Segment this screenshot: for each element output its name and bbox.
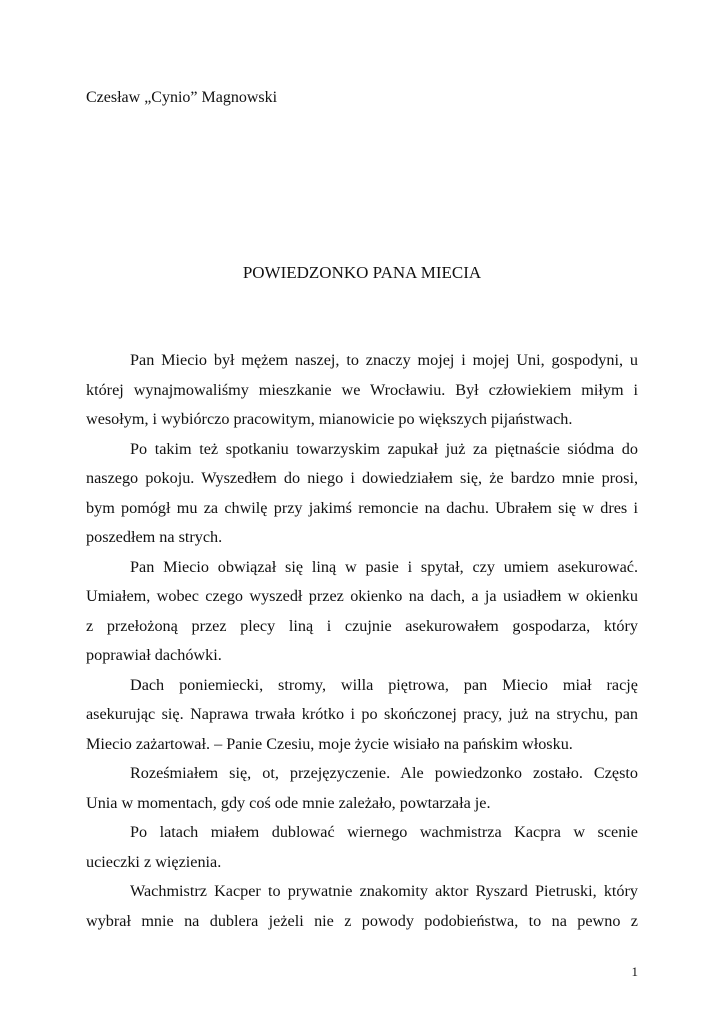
text-line: bym pomógł mu za chwilę przy jakimś remoncie na dachu. Ubrałem się w dres i <box>86 498 638 517</box>
text-line: Pan Miecio był mężem naszej, to znaczy mojej i mojej Uni, gospodyni, u <box>130 351 638 369</box>
text-line: naszego pokoju. Wyszedłem do niego i dowiedziałem się, że bardzo mnie prosi, <box>86 469 638 487</box>
text-line: Roześmiałem się, ot, przejęzyczenie. Ale powiedzonko zostało. Często <box>130 764 638 782</box>
body-text <box>86 346 638 936</box>
text-line: Umiałem, wobec czego wyszedł przez okienko na dach, a ja usiadłem w okienku <box>86 587 638 605</box>
text-line: wybrał mnie na dublera jeżeli nie z powody podobieństwa, to na pewno z <box>86 911 638 930</box>
text-line: Dach poniemiecki, stromy, willa piętrowa, pan Miecio miał rację <box>130 675 638 694</box>
text-line: Po takim też spotkaniu towarzyskim zapukał już za piętnaście siódma do <box>130 439 638 458</box>
document-title: POWIEDZONKO PANA MIECIA <box>242 263 482 282</box>
page-number: 1 <box>631 964 638 979</box>
text-line: Po latach miałem dublować wiernego wachmistrza Kacpra w scenie <box>130 823 638 841</box>
text-line: poprawiał dachówki. <box>86 646 222 664</box>
text-line: Unia w momentach, gdy coś ode mnie zależało, powtarzała je. <box>86 793 491 812</box>
text-line: asekurując się. Naprawa trwała krótko i po skończonej pracy, już na strychu, pan <box>86 705 638 723</box>
text-line: poszedłem na strych. <box>86 528 223 546</box>
text-line: Wachmistrz Kacper to prywatnie znakomity aktor Ryszard Pietruski, który <box>130 882 638 900</box>
text-line: z przełożoną przez plecy liną i czujnie asekurowałem gospodarza, który <box>86 616 638 635</box>
text-line: Pan Miecio obwiązał się liną w pasie i spytał, czy umiem asekurować. <box>130 557 638 576</box>
text-line: ucieczki z więzienia. <box>86 852 222 871</box>
author-line: Czesław „Cynio” Magnowski <box>86 89 278 106</box>
text-line: Miecio zażartował. – Panie Czesiu, moje życie wisiało na pańskim włosku. <box>86 734 573 753</box>
text-line: wesołym, i wybiórczo pracowitym, mianowicie po większych pijaństwach. <box>86 410 573 428</box>
text-line: której wynajmowaliśmy mieszkanie we Wrocławiu. Był człowiekiem miłym i <box>86 380 638 399</box>
